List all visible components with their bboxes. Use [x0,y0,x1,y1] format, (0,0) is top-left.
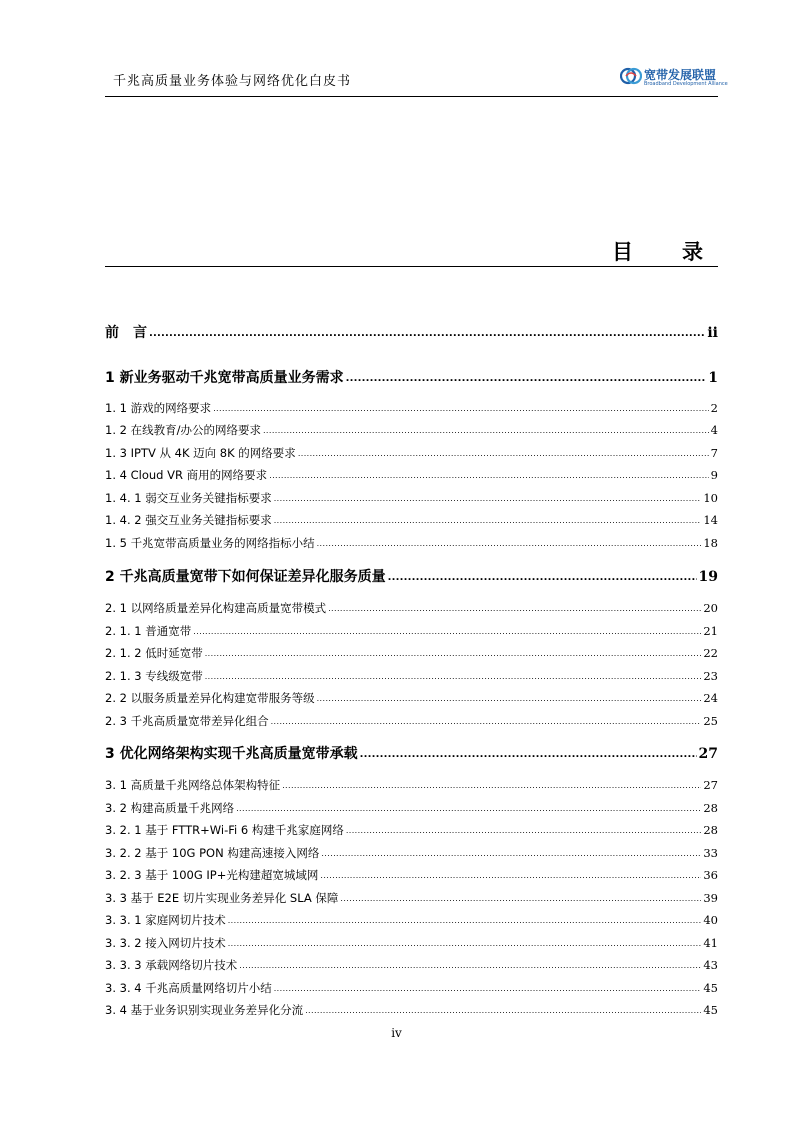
toc-entry-label: 2 千兆高质量宽带下如何保证差异化服务质量 [105,569,386,585]
toc-entry-page: 45 [703,1003,718,1017]
toc-entry-page: 20 [703,601,718,615]
logo-chinese-text: 宽带发展联盟 [644,68,717,82]
toc-entry-page: 27 [703,778,718,792]
toc-entry-label: 1. 4 Cloud VR 商用的网络要求 [105,468,268,482]
toc-entry-page: 40 [703,913,718,927]
toc-entry-label: 1. 1 游戏的网络要求 [105,401,212,415]
toc-entry-label: 前 言 [105,325,147,341]
toc-entry-label: 2. 1. 3 专线级宽带 [105,669,203,683]
toc-entry-label: 3. 2. 3 基于 100G IP+光构建超宽城域网 [105,868,319,882]
toc-entry-label: 1. 2 在线教育/办公的网络要求 [105,423,261,437]
toc-dot-leader [305,1002,701,1016]
toc-entry-page: 28 [703,823,718,837]
toc-entry-page: 22 [703,646,718,660]
toc-section-entry[interactable] [105,400,718,416]
toc-entry-page: 25 [703,714,718,728]
toc-entry-label: 2. 2 以服务质量差异化构建宽带服务等级 [105,691,315,705]
toc-section-entry[interactable] [105,422,718,438]
toc-entry-label: 3. 4 基于业务识别实现业务差异化分流 [105,1003,304,1017]
toc-section-entry[interactable] [105,600,718,616]
toc-entry-page: 36 [703,868,718,882]
alliance-logo [620,64,728,90]
toc-entry-page: 41 [703,936,718,950]
toc-dot-leader [346,822,702,836]
toc-dot-leader [282,777,701,791]
toc-section-entry[interactable] [105,713,718,729]
toc-entry-page: 23 [703,669,718,683]
toc-entry-page: 19 [698,569,718,585]
toc-entry-page: 14 [703,513,718,527]
toc-entry-label: 3. 3. 3 承载网络切片技术 [105,958,238,972]
toc-entry-label: 2. 3 千兆高质量宽带差异化组合 [105,714,269,728]
toc-dot-leader [205,645,702,659]
toc-chapter-entry[interactable] [105,322,718,342]
toc-entry-label: 1. 4. 1 弱交互业务关键指标要求 [105,491,272,505]
toc-entry-page: ii [707,325,718,341]
toc-dot-leader [274,980,702,994]
toc-entry-page: 43 [703,958,718,972]
toc-section-entry[interactable] [105,535,718,551]
toc-dot-leader [205,668,702,682]
toc-entry-label: 3. 3. 4 千兆高质量网络切片小结 [105,981,272,995]
toc-dot-leader [228,935,702,949]
toc-dot-leader [193,623,701,637]
toc-entry-label: 2. 1 以网络质量差异化构建高质量宽带模式 [105,601,327,615]
toc-dot-leader [388,568,697,584]
toc-section-entry[interactable] [105,845,718,861]
toc-section-entry[interactable] [105,512,718,528]
toc-entry-label: 3. 2 构建高质量千兆网络 [105,801,235,815]
toc-entry-page: 21 [703,624,718,638]
toc-entry-page: 1 [708,370,718,386]
logo-english-text: Broadband Development Alliance [644,81,728,87]
toc-entry-page: 9 [710,468,718,482]
toc-entry-label: 3. 3. 2 接入网切片技术 [105,936,226,950]
toc-section-entry[interactable] [105,467,718,483]
toc-section-entry[interactable] [105,800,718,816]
toc-dot-leader [149,324,705,340]
toc-entry-page: 27 [698,746,718,762]
toc-chapter-entry[interactable] [105,367,718,387]
toc-dot-leader [274,490,702,504]
toc-section-entry[interactable] [105,935,718,951]
toc-dot-leader [274,512,702,526]
toc-entry-label: 1 新业务驱动千兆宽带高质量业务需求 [105,370,344,386]
alliance-logo-icon [620,66,642,86]
toc-section-entry[interactable] [105,623,718,639]
toc-entry-page: 4 [710,423,718,437]
toc-entry-page: 28 [703,801,718,815]
page-number: iv [391,1026,402,1040]
toc-dot-leader [340,890,701,904]
toc-entry-label: 3. 2. 1 基于 FTTR+Wi-Fi 6 构建千兆家庭网络 [105,823,344,837]
toc-entry-label: 1. 4. 2 强交互业务关键指标要求 [105,513,272,527]
toc-dot-leader [346,369,707,385]
toc-section-entry[interactable] [105,957,718,973]
toc-entry-label: 3. 2. 2 基于 10G PON 构建高速接入网络 [105,846,320,860]
toc-section-entry[interactable] [105,1002,718,1018]
toc-section-entry[interactable] [105,490,718,506]
toc-entry-label: 3. 3 基于 E2E 切片实现业务差异化 SLA 保障 [105,891,339,905]
toc-title: 目 录 [612,240,717,264]
toc-dot-leader [239,957,701,971]
page-header [105,58,728,97]
toc-entry-page: 33 [703,846,718,860]
toc-entry-label: 1. 5 千兆宽带高质量业务的网络指标小结 [105,536,315,550]
toc-entry-label: 1. 3 IPTV 从 4K 迈向 8K 的网络要求 [105,446,296,460]
toc-section-entry[interactable] [105,980,718,996]
toc-entry-page: 10 [703,491,718,505]
toc-entry-page: 45 [703,981,718,995]
toc-entry-page: 39 [703,891,718,905]
toc-section-entry[interactable] [105,867,718,883]
toc-section-entry[interactable] [105,912,718,928]
toc-dot-leader [328,600,701,614]
toc-entry-label: 2. 1. 1 普通宽带 [105,624,192,638]
toc-dot-leader [320,867,701,881]
toc-dot-leader [228,912,702,926]
toc-section-entry[interactable] [105,777,718,793]
toc-dot-leader [360,745,697,761]
toc-dot-leader [271,713,702,727]
toc-section-entry[interactable] [105,822,718,838]
toc-entry-page: 2 [710,401,718,415]
toc-section-entry[interactable] [105,668,718,684]
toc-dot-leader [213,400,709,414]
toc-section-entry[interactable] [105,645,718,661]
toc-dot-leader [317,690,702,704]
toc-entry-label: 3 优化网络架构实现千兆高质量宽带承载 [105,746,358,762]
toc-entry-page: 7 [710,446,718,460]
toc-entry-label: 3. 1 高质量千兆网络总体架构特征 [105,778,281,792]
toc-dot-leader [317,535,702,549]
toc-chapter-entry[interactable] [105,743,718,763]
toc-dot-leader [269,467,709,481]
toc-dot-leader [263,422,709,436]
toc-section-entry[interactable] [105,690,718,706]
toc-entry-page: 24 [703,691,718,705]
toc-dot-leader [321,845,701,859]
toc-entry-page: 18 [703,536,718,550]
toc-entry-label: 3. 3. 1 家庭网切片技术 [105,913,226,927]
toc-divider [105,266,718,267]
toc-entry-label: 2. 1. 2 低时延宽带 [105,646,203,660]
toc-dot-leader [236,800,701,814]
toc-chapter-entry[interactable] [105,566,718,586]
toc-section-entry[interactable] [105,890,718,906]
header-title: 千兆高质量业务体验与网络优化白皮书 [113,74,352,89]
toc-section-entry[interactable] [105,445,718,461]
toc-dot-leader [298,445,709,459]
